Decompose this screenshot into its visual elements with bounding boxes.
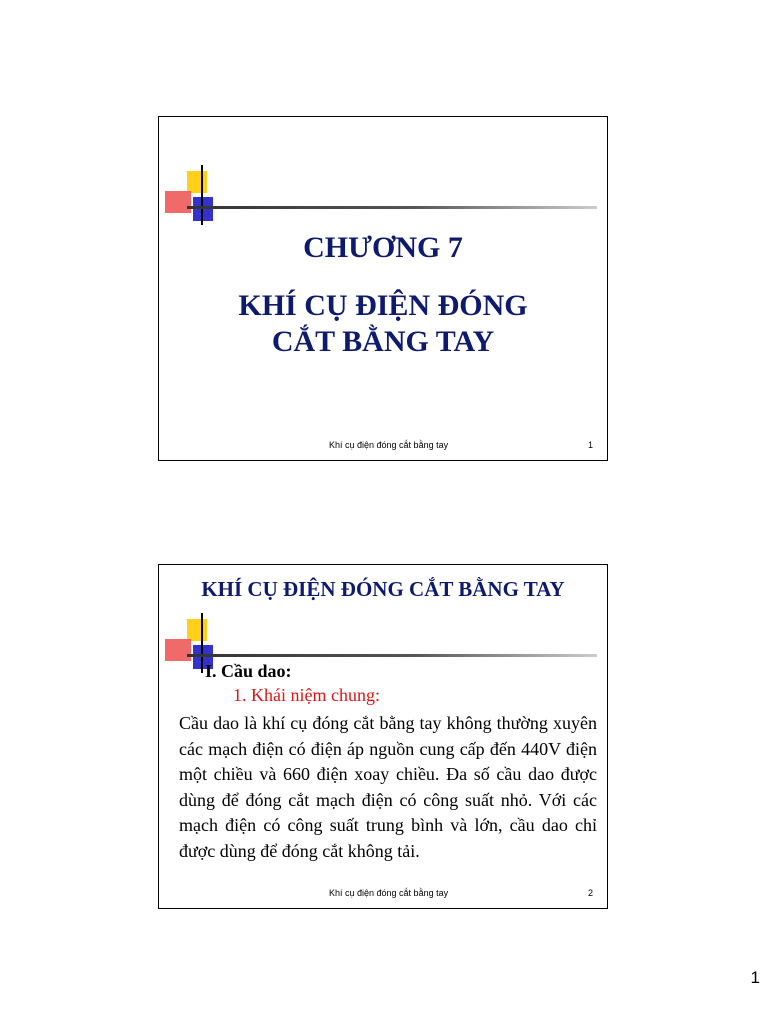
horizontal-rule — [187, 206, 597, 209]
section-heading: I. Cầu dao: — [205, 661, 292, 681]
red-square — [165, 639, 191, 661]
section-subheading: 1. Khái niệm chung: — [233, 685, 380, 705]
vertical-rule — [201, 613, 203, 673]
footer-text: Khí cụ điện đóng cắt bằng tay — [329, 440, 449, 450]
vertical-rule — [201, 165, 203, 225]
slide-number: 1 — [587, 440, 593, 450]
yellow-square — [187, 171, 207, 193]
footer-text: Khí cụ điện đóng cắt bằng tay — [329, 888, 449, 898]
slide-title-line-1: CHƯƠNG 7 — [303, 231, 463, 264]
slide-2 — [158, 564, 608, 909]
blue-square — [193, 197, 213, 221]
page-number: 1 — [750, 968, 760, 987]
slide-title: KHÍ CỤ ĐIỆN ĐÓNG CẮT BẰNG TAY — [201, 577, 565, 601]
slide-1 — [158, 116, 608, 461]
slide-title-line-3: CẮT BẰNG TAY — [271, 325, 495, 358]
horizontal-rule — [187, 654, 597, 657]
slide-title-line-2: KHÍ CỤ ĐIỆN ĐÓNG — [238, 289, 528, 322]
red-square — [165, 191, 191, 213]
body-paragraph: Cầu dao là khí cụ đóng cắt bằng tay không thường xuyên các mạch điện có điện áp nguồn cung cấp đến 440V điện một chiều và 660 điện xoay chiều. Đa số cầu dao được dùng để đóng cắt mạch điện có công suất nhỏ. Với các mạch điện có công suất trung bình và lớn, cầu dao chỉ được dùng để đóng cắt không tải. — [179, 713, 597, 861]
slide-number: 2 — [587, 888, 593, 898]
yellow-square — [187, 619, 207, 641]
